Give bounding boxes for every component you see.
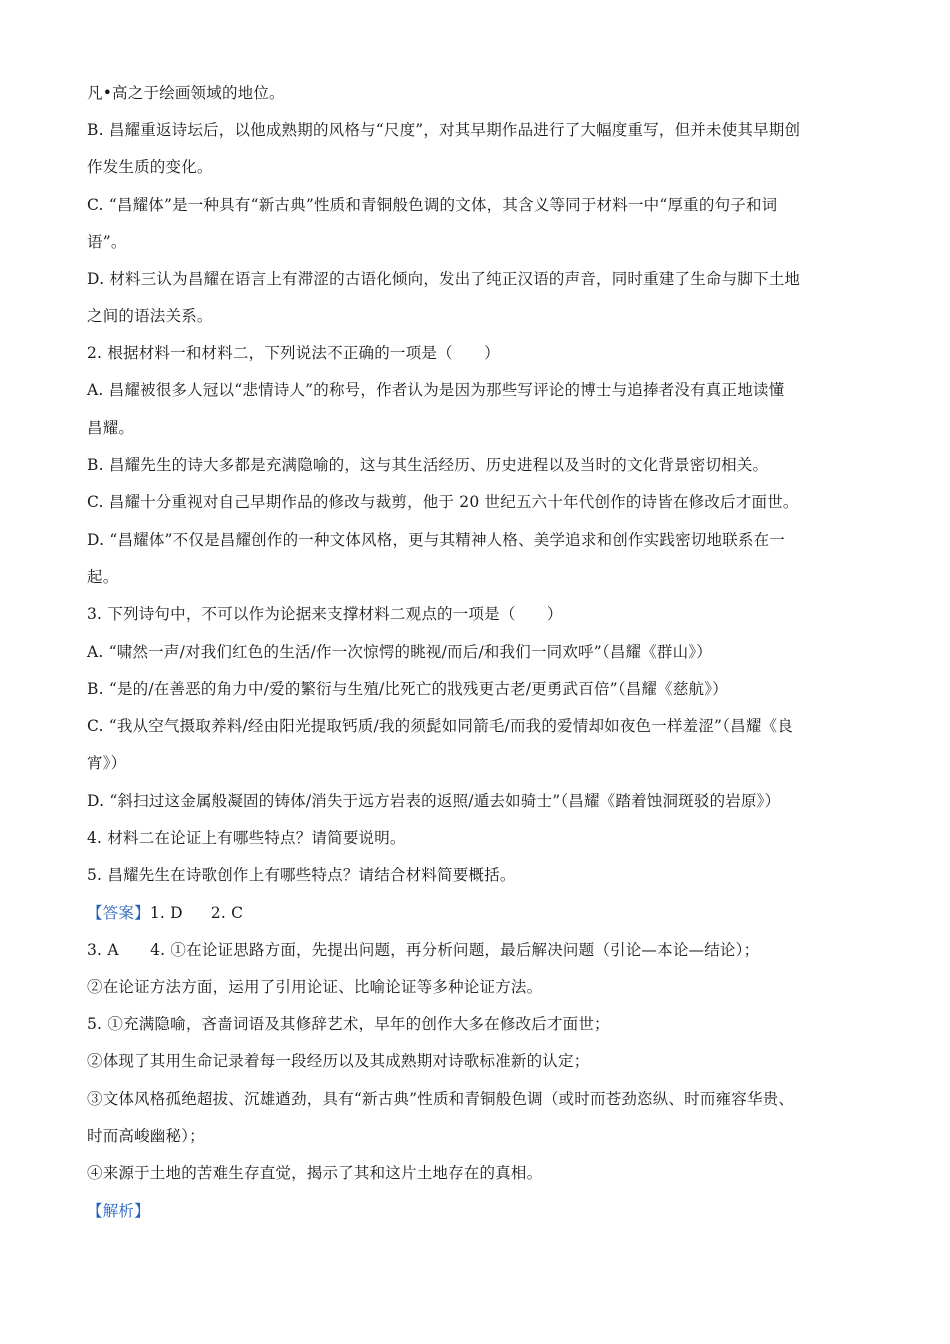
option-c-line: C. “昌耀体”是一种具有“新古典”性质和青铜般色调的文体，其含义等同于材料一中“厚重的句子和词	[87, 196, 778, 214]
text-line: 凡•高之于绘画领域的地位。	[87, 84, 285, 102]
answer-text-line: ②体现了其用生命记录着每一段经历以及其成熟期对诗歌标准新的认定；	[87, 1052, 590, 1070]
option-a-line: A. “啸然一声/对我们红色的生活/作一次惊愕的眺视/而后/和我们一同欢呼”（昌耀《群山》）	[87, 643, 712, 661]
option-c-line: C. “我从空气摄取养料/经由阳光提取钙质/我的须髭如同箭毛/而我的爱情却如夜色一样羞涩”（昌耀《良	[87, 717, 793, 735]
answer-text-line: 时而高峻幽秘）；	[87, 1127, 205, 1145]
option-c-line: C. 昌耀十分重视对自己早期作品的修改与裁剪，他于 20 世纪五六十年代创作的诗皆在修改后才面世。	[87, 493, 799, 511]
question-2: 2. 根据材料一和材料二，下列说法不正确的一项是（ ）	[87, 344, 500, 362]
option-a-line: A. 昌耀被很多人冠以“悲情诗人”的称号，作者认为是因为那些写评论的博士与追捧者没有真正地读懂	[87, 381, 785, 399]
text-line: 之间的语法关系。	[87, 307, 213, 325]
option-b-line: B. “是的/在善恶的角力中/爱的繁衍与生殖/比死亡的戕残更古老/更勇武百倍”（昌耀《慈航》）	[87, 680, 728, 698]
option-d-line: D. 材料三认为昌耀在语言上有滞涩的古语化倾向，发出了纯正汉语的声音，同时重建了生命与脚下土地	[87, 270, 801, 288]
option-d-line: D. “斜扫过这金属般凝固的铸体/消失于远方岩表的返照/遁去如骑士”（昌耀《踏着蚀洞斑驳的岩原》）	[87, 792, 781, 810]
option-b-line: B. 昌耀先生的诗大多都是充满隐喻的，这与其生活经历、历史进程以及当时的文化背景密切相关。	[87, 456, 769, 474]
option-b-line: B. 昌耀重返诗坛后，以他成熟期的风格与“尺度”，对其早期作品进行了大幅度重写，但并未使其早期创	[87, 121, 801, 139]
text-line: 作发生质的变化。	[87, 158, 213, 176]
text-line: 宵》）	[87, 754, 127, 772]
answer-1: 1. D	[149, 904, 183, 922]
question-3: 3. 下列诗句中，不可以作为论据来支撑材料二观点的一项是（ ）	[87, 605, 563, 623]
answer-text-line: ④来源于土地的苦难生存直觉，揭示了其和这片土地存在的真相。	[87, 1164, 543, 1182]
answer-text-line: 3. A 4. ①在论证思路方面，先提出问题，再分析问题，最后解决问题（引论—本论—结论）；	[87, 941, 760, 959]
text-line: 起。	[87, 568, 119, 586]
answer-line	[87, 902, 877, 924]
text-line: 语”。	[87, 233, 127, 251]
question-4: 4. 材料二在论证上有哪些特点？请简要说明。	[87, 829, 406, 847]
answer-text-line: 5. ①充满隐喻，吝啬词语及其修辞艺术，早年的创作大多在修改后才面世；	[87, 1015, 610, 1033]
text-line: 昌耀。	[87, 419, 135, 437]
answer-text-line: ③文体风格孤绝超拔、沉雄遒劲，具有“新古典”性质和青铜般色调（或时而苍劲恣纵、时而雍容华贵、	[87, 1090, 795, 1108]
answer-text-line: ②在论证方法方面，运用了引用论证、比喻论证等多种论证方法。	[87, 978, 543, 996]
question-5: 5. 昌耀先生在诗歌创作上有哪些特点？请结合材料简要概括。	[87, 866, 516, 884]
option-d-line: D. “昌耀体”不仅是昌耀创作的一种文体风格，更与其精神人格、美学追求和创作实践密切地联系在一	[87, 531, 785, 549]
analysis-tag: 【解析】	[87, 1202, 150, 1220]
answer-2: 2. C	[210, 904, 244, 922]
answer-tag: 【答案】	[87, 904, 150, 922]
